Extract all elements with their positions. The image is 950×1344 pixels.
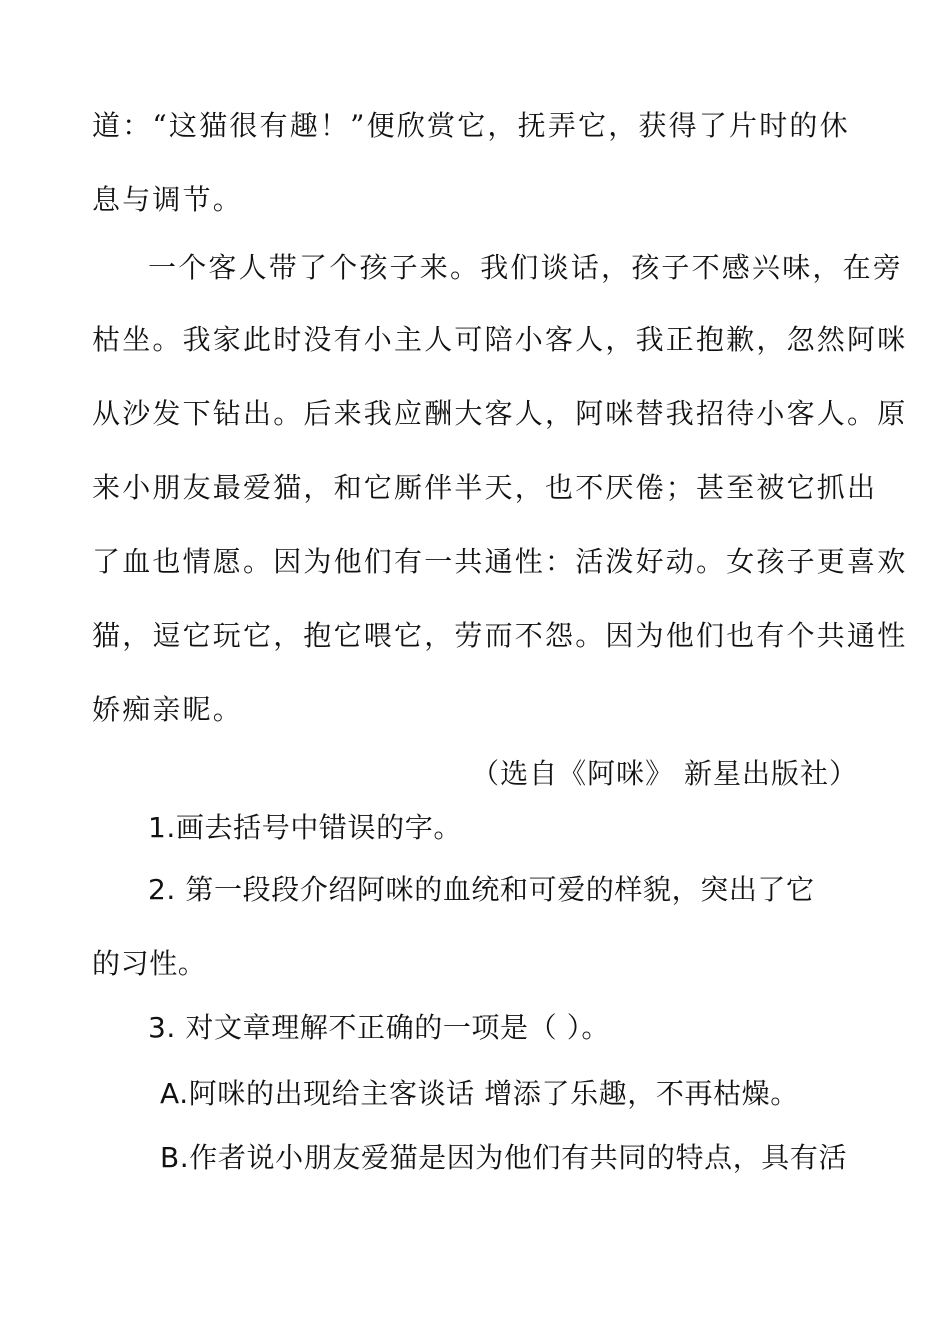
question-2-line-2: 的习性。 xyxy=(92,947,207,980)
passage-line-2: 息与调节。 xyxy=(92,183,244,216)
question-3-option-b-line-1: B.作者说小朋友爱猫是因为他们有共同的特点，具有活 xyxy=(160,1141,848,1174)
question-1: 1.画去括号中错误的字。 xyxy=(148,811,462,844)
question-3: 3. 对文章理解不正确的一项是（ ）。 xyxy=(148,1011,610,1044)
passage-line-9: 娇痴亲昵。 xyxy=(92,693,244,726)
passage-line-4: 枯坐。我家此时没有小主人可陪小客人，我正抱歉，忽然阿咪 xyxy=(92,323,908,356)
passage-source: （选自《阿咪》 新星出版社） xyxy=(471,757,858,790)
passage-line-1: 道：“这猫很有趣！”便欣赏它，抚弄它，获得了片时的休 xyxy=(92,109,850,142)
question-2-line-1: 2. 第一段段介绍阿咪的血统和可爱的样貌，突出了它 xyxy=(148,873,815,906)
passage-line-5: 从沙发下钻出。后来我应酬大客人，阿咪替我招待小客人。原 xyxy=(92,397,908,430)
passage-line-8: 猫，逗它玩它，抱它喂它，劳而不怨。因为他们也有个共通性 xyxy=(92,619,908,652)
passage-line-3: 一个客人带了个孩子来。我们谈话，孩子不感兴味，在旁 xyxy=(148,251,904,284)
passage-line-6: 来小朋友最爱猫，和它厮伴半天，也不厌倦；甚至被它抓出 xyxy=(92,471,878,504)
passage-line-7: 了血也情愿。因为他们有一共通性：活泼好动。女孩子更喜欢 xyxy=(92,545,908,578)
question-3-option-a: A.阿咪的出现给主客谈话 增添了乐趣，不再枯燥。 xyxy=(160,1077,799,1110)
